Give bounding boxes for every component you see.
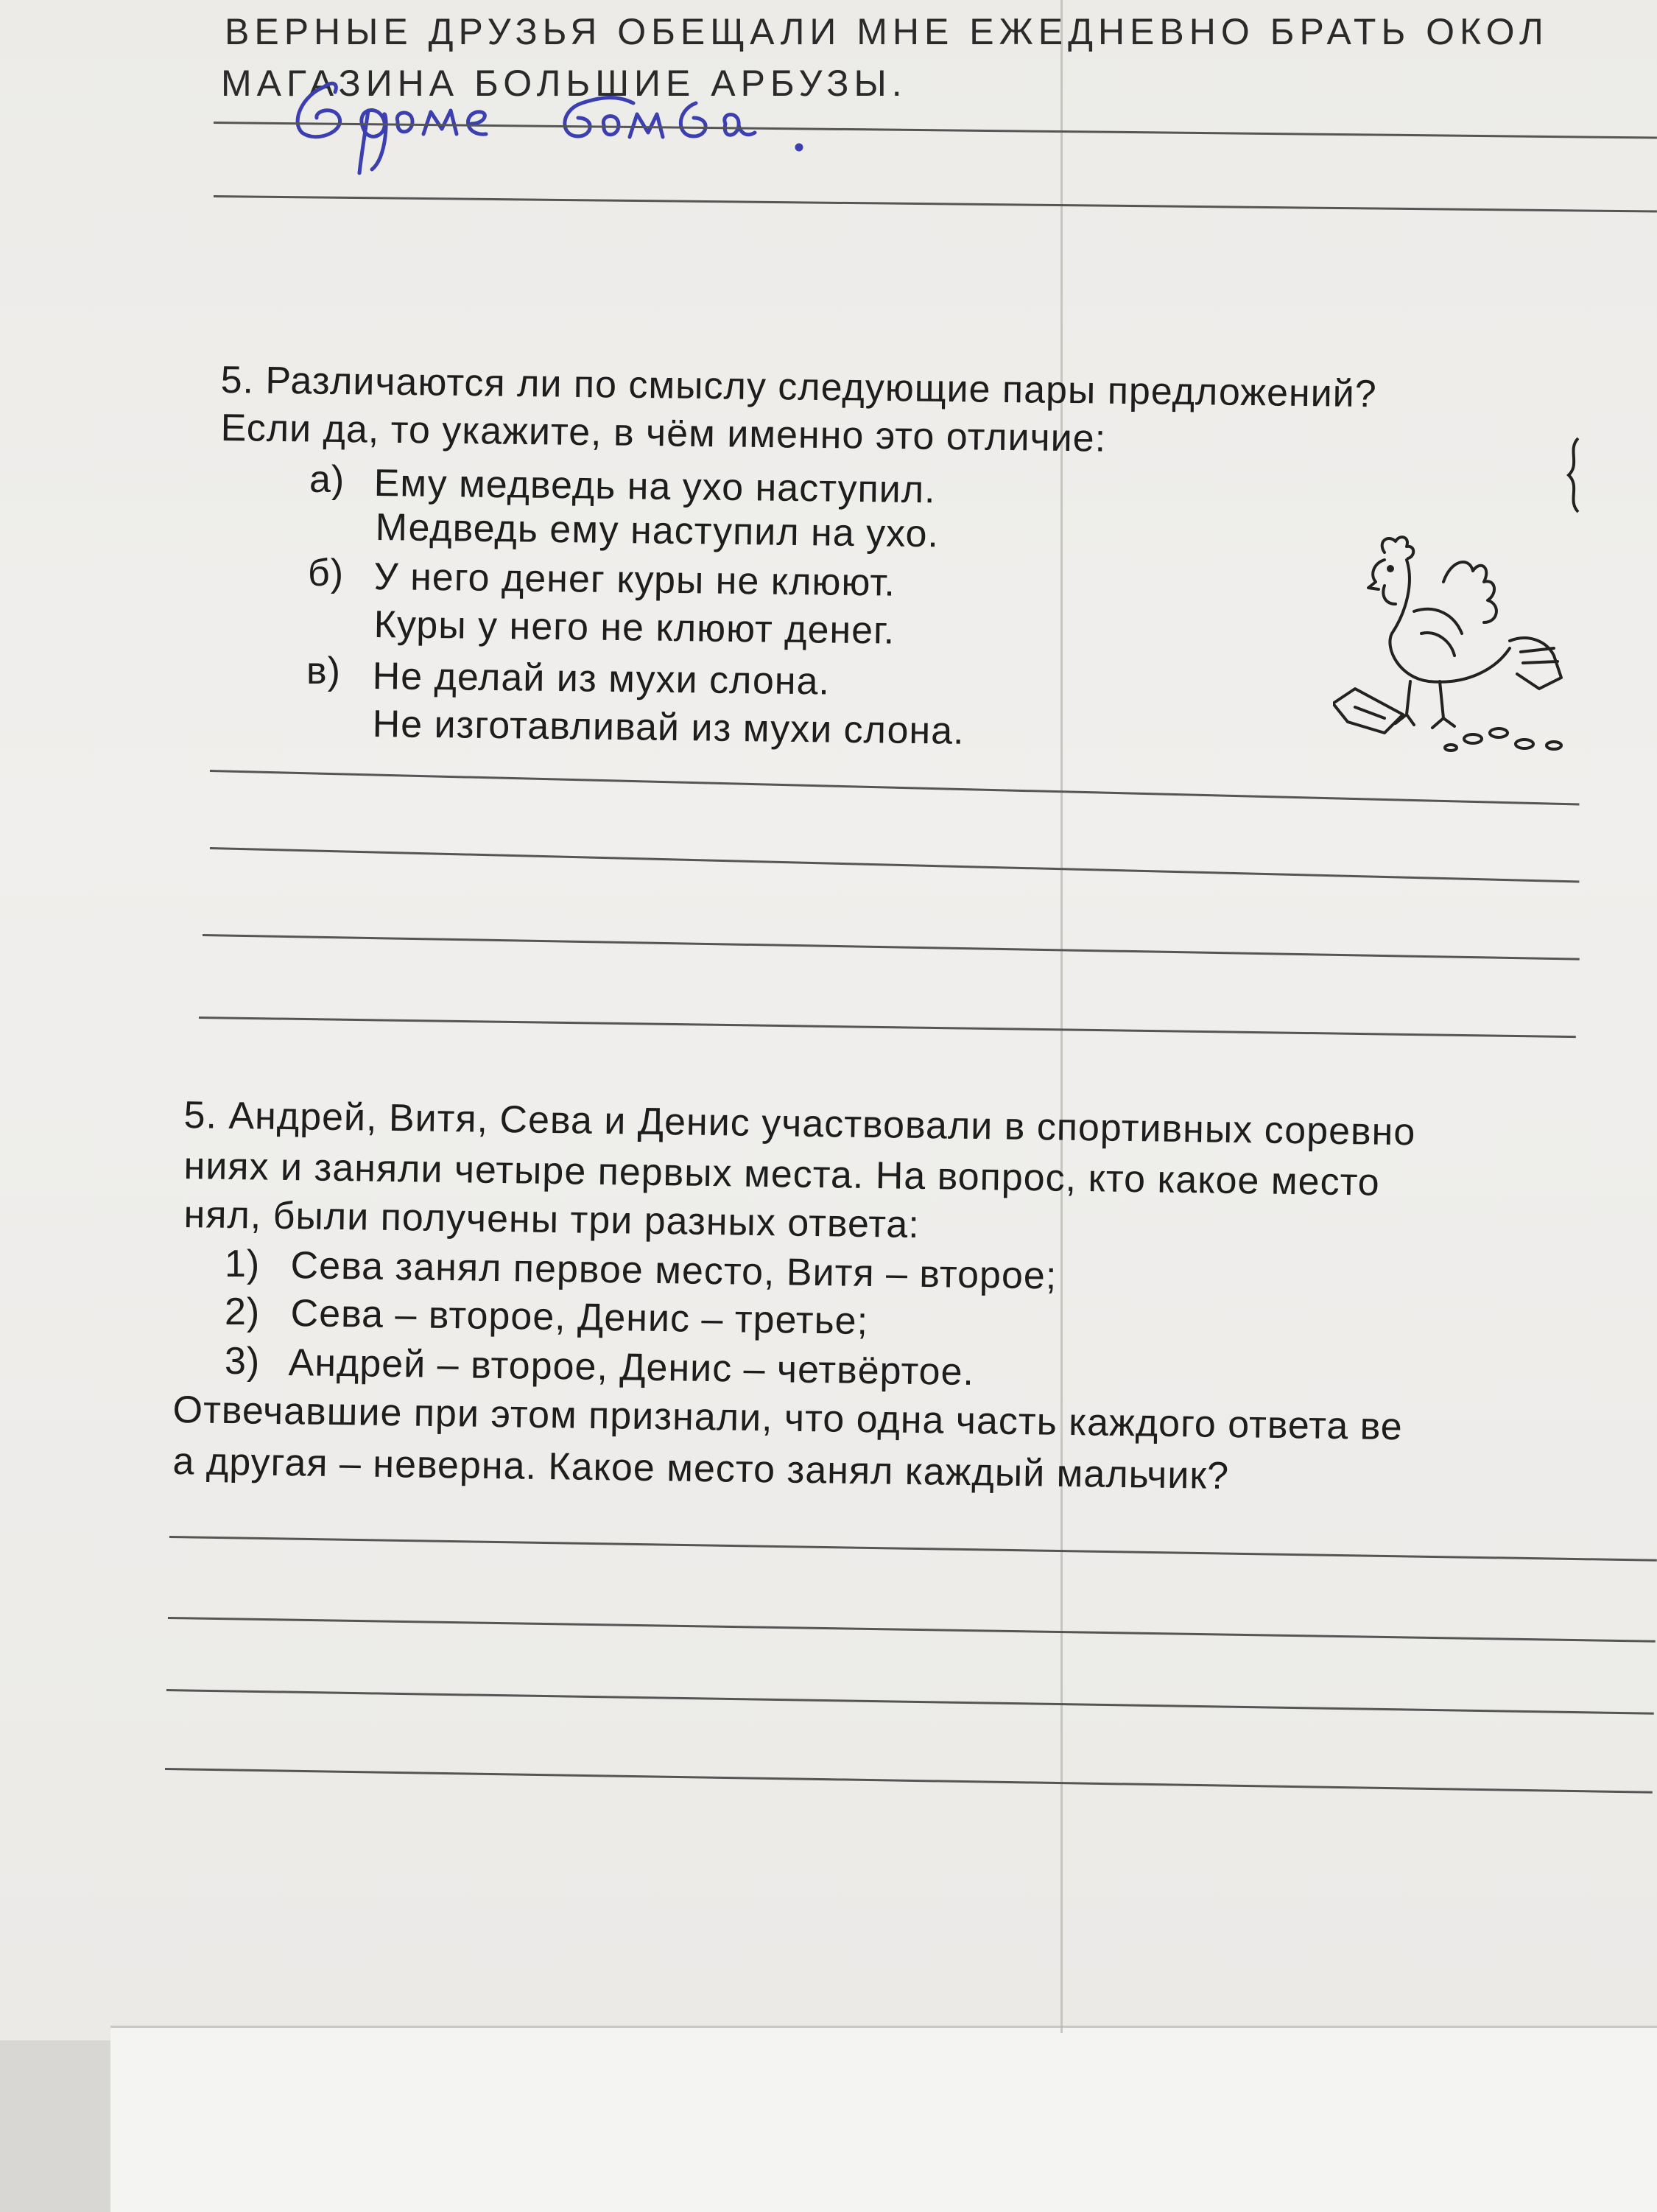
answer-1-marker: 1) (225, 1243, 261, 1285)
item-v-line-1: Не делай из мухи слона. (372, 655, 831, 703)
task-5a-prompt-line-1: 5. Различаются ли по смыслу следующие пары предложений? (220, 359, 1378, 416)
item-a-line-1: Ему медведь на ухо наступил. (373, 462, 936, 512)
answer-1-text: Сева занял первое место, Витя – второе; (290, 1244, 1058, 1298)
item-v-line-2: Не изготавливай из мухи слона. (372, 703, 965, 753)
item-v-marker: в) (306, 650, 341, 692)
task-5b-prompt-line-2: ниях и заняли четыре первых места. На вопрос, кто какое место (183, 1145, 1381, 1204)
answer-2-marker: 2) (225, 1291, 261, 1333)
answer-3-text: Андрей – второе, Денис – четвёртое. (288, 1341, 975, 1394)
top-text-line-1: ВЕРНЫЕ ДРУЗЬЯ ОБЕЩАЛИ МНЕ ЕЖЕДНЕВНО БРАТЬ ОКОЛ (225, 11, 1549, 52)
hen-illustration (1333, 530, 1583, 766)
task-5b-prompt-line-1: 5. Андрей, Витя, Сева и Денис участвовали в спортивных соревно (183, 1094, 1416, 1154)
item-b-line-1: У него денег куры не клюют. (373, 555, 896, 605)
page-fold-line (1060, 0, 1063, 2033)
top-text-line-2: МАГАЗИНА БОЛЬШИЕ АРБУЗЫ. (221, 63, 907, 104)
task-5b-closing-line-1: Отвечавшие при этом признали, что одна часть каждого ответа ве (172, 1388, 1404, 1449)
task-5a-prompt-line-2: Если да, то укажите, в чём именно это отличие: (220, 407, 1107, 460)
task-5b-prompt-line-3: нял, были получены три разных ответа: (183, 1193, 921, 1246)
answer-2-text: Сева – второе, Денис – третье; (290, 1292, 869, 1343)
answer-3-marker: 3) (225, 1340, 261, 1383)
item-b-marker: б) (308, 552, 345, 594)
item-b-line-2: Куры у него не клюют денег. (373, 603, 896, 653)
underlying-page (110, 2026, 1657, 2212)
task-5b-closing-line-2: а другая – неверна. Какое место занял каждый мальчик? (172, 1440, 1230, 1498)
handwritten-answer (0, 0, 1657, 221)
brace-mark (1560, 435, 1589, 516)
item-a-line-2: Медведь ему наступил на ухо. (375, 506, 940, 556)
item-a-marker: а) (309, 458, 345, 501)
